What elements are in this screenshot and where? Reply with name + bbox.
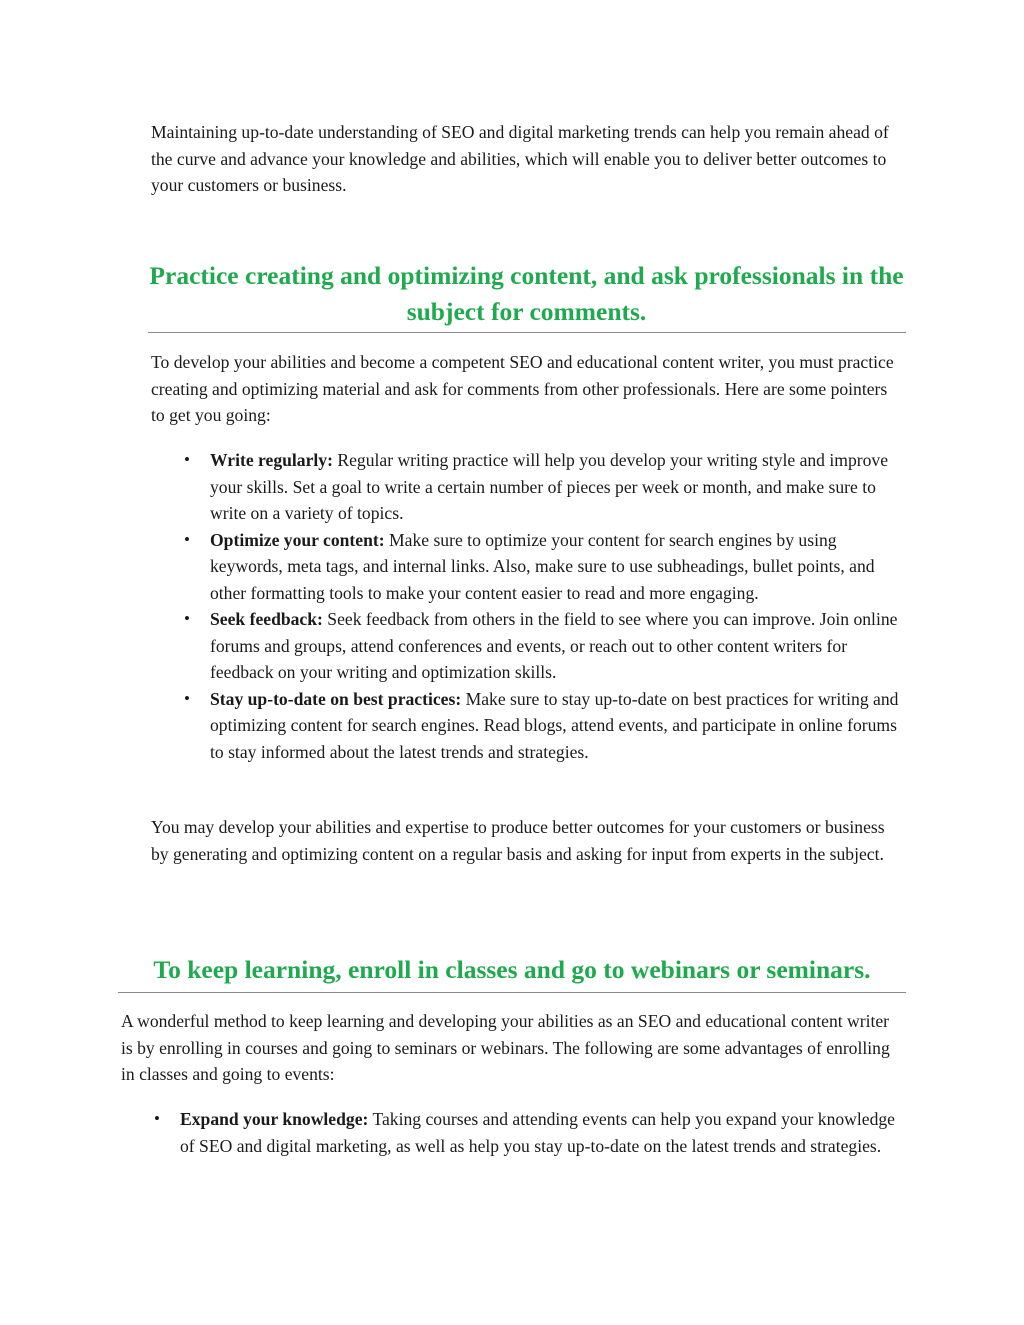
bullet-text: Regular writing practice will help you develop your writing style and improve your skills. Set a goal to write a certain number of pieces per week or month, and make sure to write on a variety of topics. [210, 450, 889, 523]
list-item [181, 527, 906, 607]
section1-intro: To develop your abilities and become a competent SEO and educational content writer, you must practice creating and optimizing material and ask for comments from other professionals. Here are some pointers to get you going: [151, 352, 894, 425]
section1-heading: Practice creating and optimizing content, and ask professionals in the subject for comments. [149, 261, 904, 326]
bullet-icon: • [184, 450, 190, 469]
list-item [181, 686, 906, 766]
bullet-text: Seek feedback from others in the field to see where you can improve. Join online forums and groups, attend conferences and events, or reach out to other content writers for feedback on your writing and optimization skills. [210, 609, 898, 682]
list-item [151, 1106, 906, 1159]
section2-heading: To keep learning, enroll in classes and go to webinars or seminars. [153, 955, 871, 984]
section2-bullet-list [151, 1106, 906, 1159]
bullet-icon: • [154, 1109, 160, 1128]
section2-intro: A wonderful method to keep learning and developing your abilities as an SEO and educational content writer is by enrolling in courses and going to seminars or webinars. The following are some advantages of enrolling in classes and going to events: [121, 1011, 890, 1084]
section2-divider [118, 992, 906, 993]
list-item [181, 447, 906, 527]
section1-bullet-list [181, 447, 906, 765]
bullet-icon: • [184, 609, 190, 628]
bullet-term: Stay up-to-date on best practices: [210, 688, 462, 709]
bullet-term: Seek feedback: [210, 609, 323, 629]
section1-conclusion: You may develop your abilities and expertise to produce better outcomes for your customers or business by generating and optimizing content on a regular basis and asking for input from experts in the subject. [151, 817, 885, 864]
bullet-term: Optimize your content: [210, 529, 385, 550]
bullet-term: Expand your knowledge: [180, 1109, 369, 1129]
section1-divider [148, 332, 906, 333]
bullet-text: Make sure to stay up-to-date on best practices for writing and optimizing content for search engines. Read blogs, attend events, and participate in online forums to stay informed about the latest trends and strategies. [210, 688, 899, 762]
bullet-text: Taking courses and attending events can help you expand your knowledge of SEO and digital marketing, as well as help you stay up-to-date on the latest trends and strategies. [180, 1109, 895, 1156]
bullet-term: Write regularly: [210, 450, 333, 470]
bullet-icon: • [184, 529, 190, 549]
bullet-icon: • [184, 688, 190, 708]
bullet-text: Make sure to optimize your content for search engines by using keywords, meta tags, and internal links. Also, make sure to use subheadings, bullet points, and other formatting tools to make your content easier to read and more engaging. [210, 529, 875, 603]
list-item [181, 606, 906, 686]
intro-paragraph: Maintaining up-to-date understanding of SEO and digital marketing trends can help you remain ahead of the curve and advance your knowledge and abilities, which will enable you to deliver better outcomes to your customers or business. [151, 122, 889, 195]
